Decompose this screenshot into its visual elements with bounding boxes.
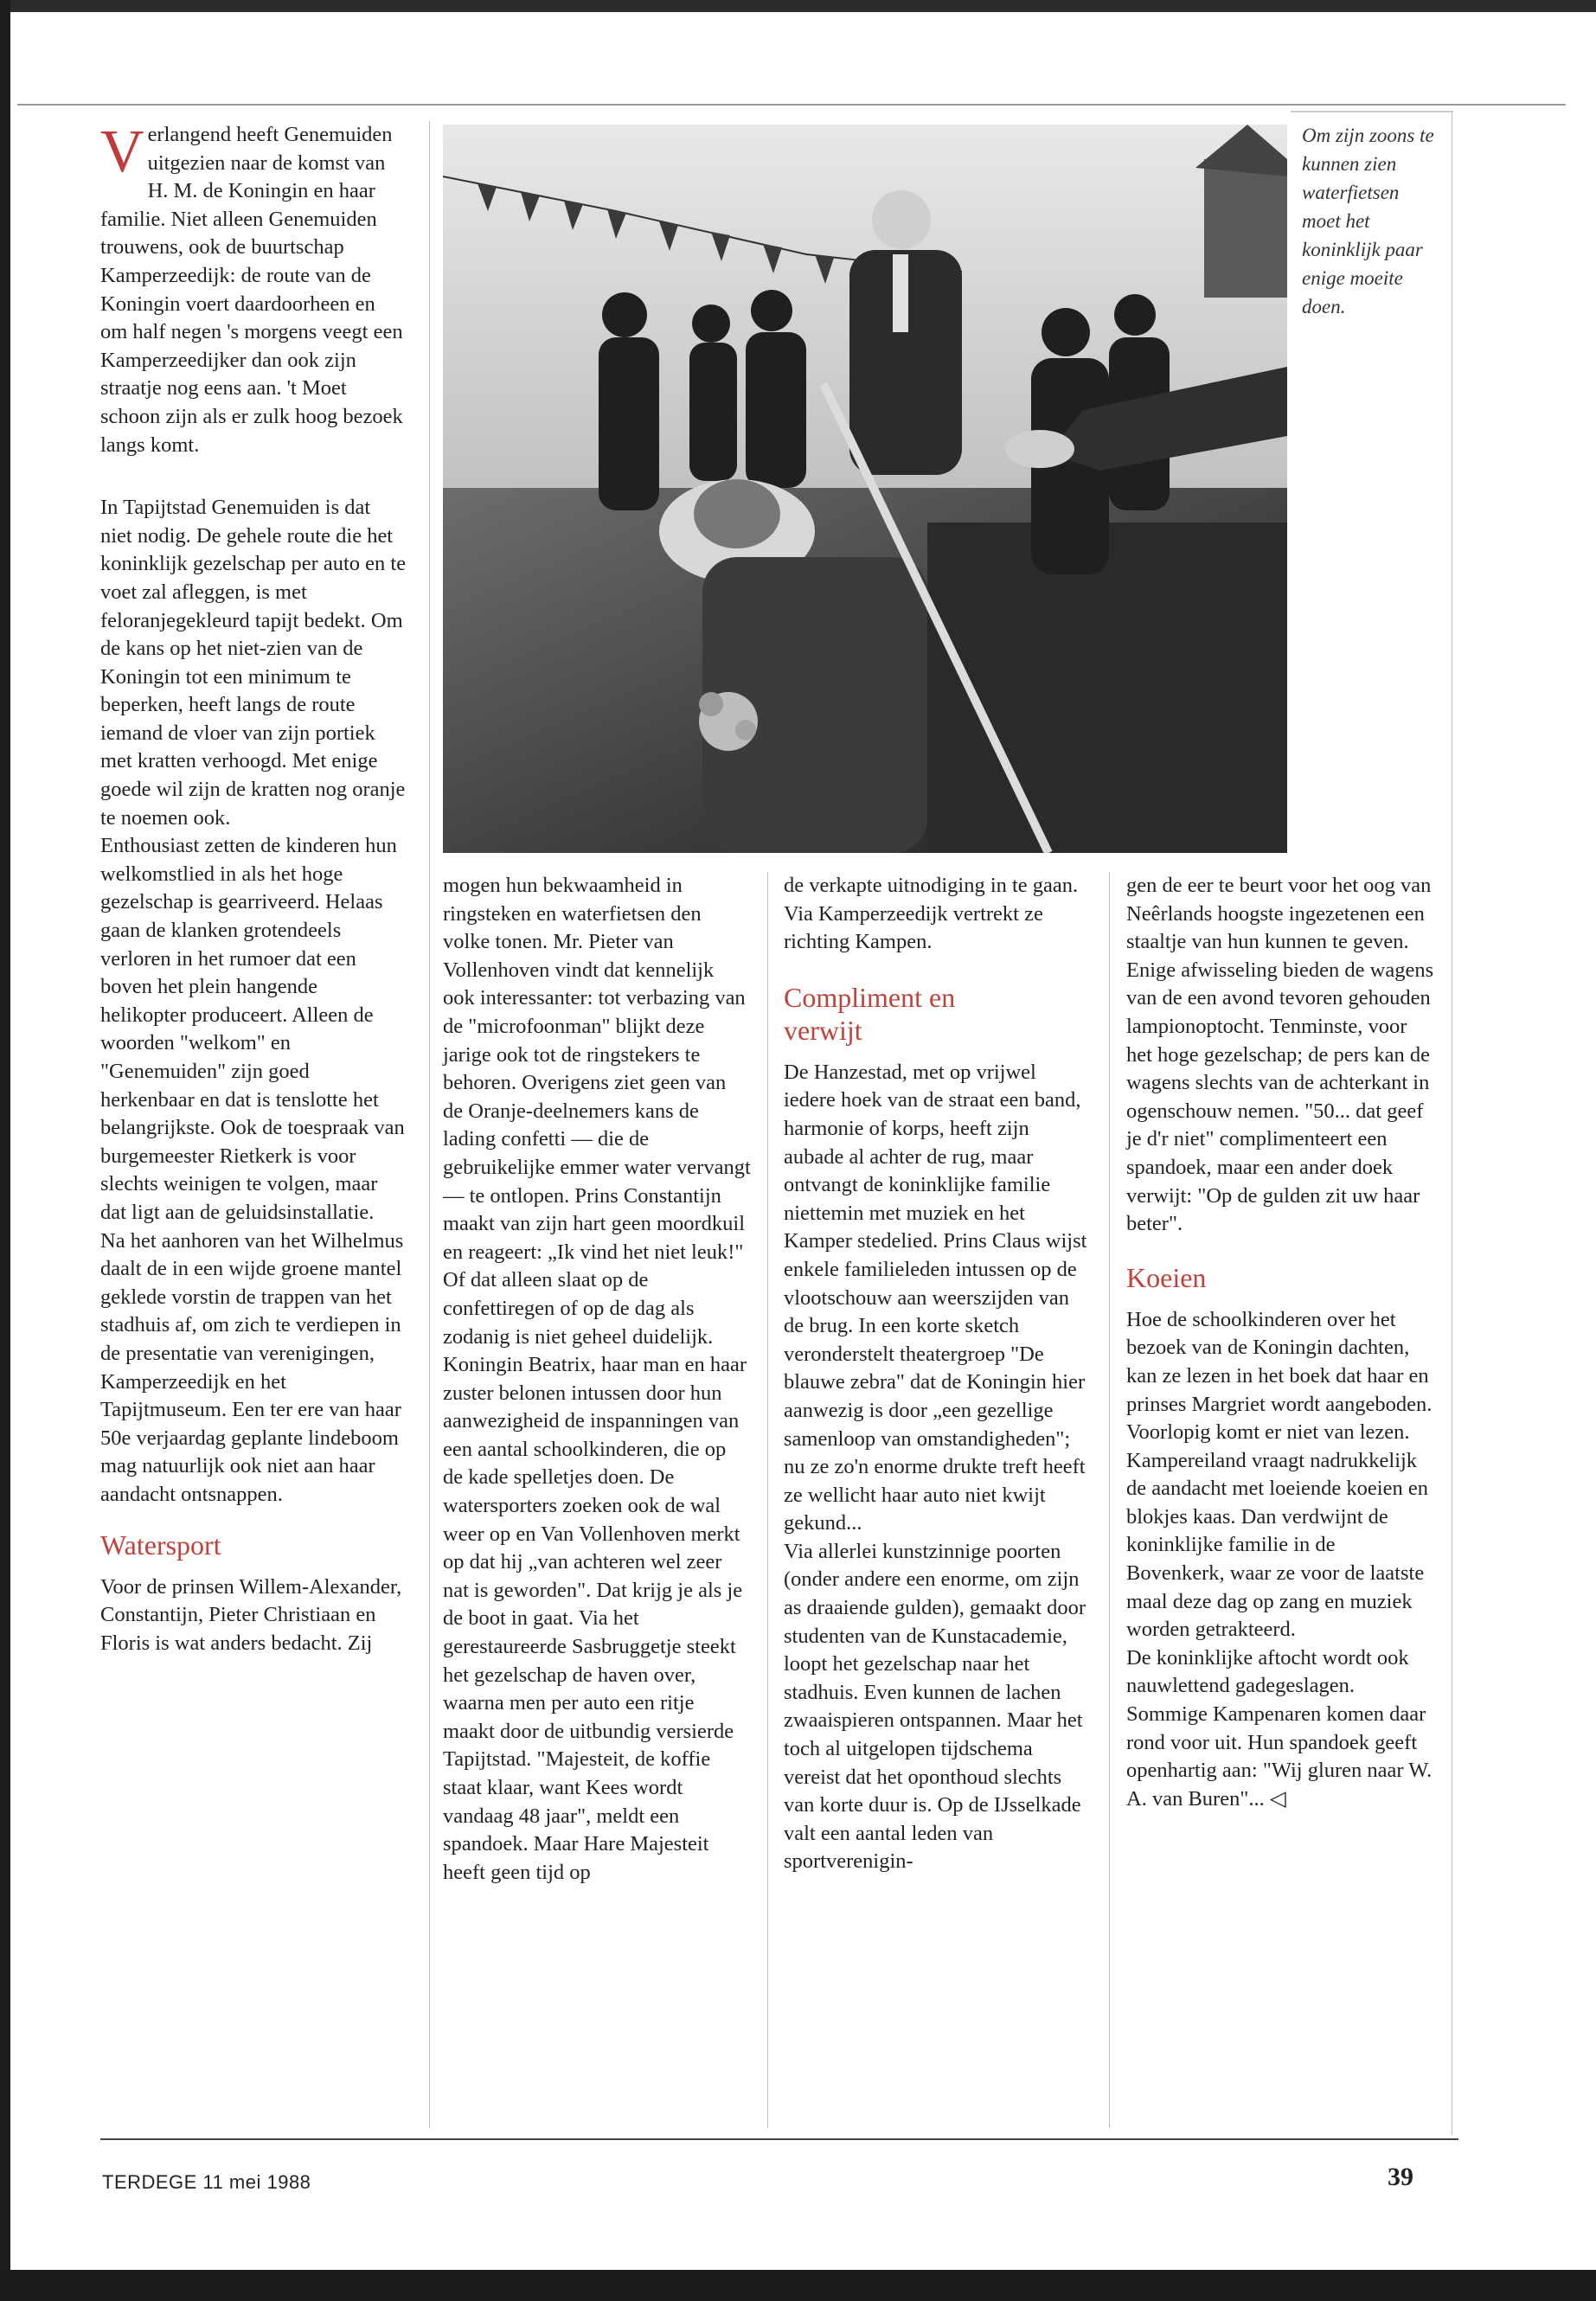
scan-edge-left	[0, 0, 10, 2301]
news-photo	[443, 125, 1287, 853]
article-column-3	[784, 872, 1092, 1876]
column-rule	[429, 121, 430, 2128]
paragraph: Via allerlei kunstzinnige poorten (onder andere een enorme, om zijn as draaiende gulden), gemaakt door studenten van de Kunstacademie, loopt het gezelschap naar het stadhuis. Even kunnen de lachen zwaaispieren ontspannen. Maar het toch al uitgelopen tijdschema vereist dat het oponthoud slechts van korte duur is. Op de IJsselkade valt een aantal leden van sportverenigin-	[784, 1539, 1086, 1874]
paragraph: De koninklijke aftocht wordt ook nauwlettend gadegeslagen. Sommige Kampenaren komen daar rond voor uit. Hun spandoek geeft openhartig aan: "Wij gluren naar W. A. van Buren"... ◁	[1126, 1645, 1433, 1811]
subheading-watersport: Watersport	[100, 1529, 221, 1561]
paragraph: Na het aanhoren van het Wilhelmus daalt de in een wijde groene mantel geklede vorstin de trappen van het stadhuis af, om zich te verdiepen in de presentatie van verenigingen, Kamperzeedijk en het Tapijtmuseum. Een ter ere van haar 50e verjaardag geplante lindeboom mag natuurlijk ook niet aan haar aandacht ontsnappen.	[100, 1228, 404, 1506]
article-column-2	[443, 872, 751, 1887]
scan-edge-left-overlay	[0, 0, 10, 17]
subheading-koeien: Koeien	[1126, 1261, 1207, 1293]
footer-rule	[100, 2138, 1458, 2140]
scan-edge-bottom	[0, 2270, 1596, 2301]
intro-paragraph: Verlangend heeft Genemuiden uitgezien naar de komst van H. M. de Koningin en haar familie. Niet alleen Genemuiden trouwens, ook de buurtschap Kamperzeedijk: de route van de Koningin voert daardoorheen en om half negen 's morgens veegt een Kamperzeedijker dan ook zijn straatje nog eens aan. 't Moet schoon zijn als er zulk hoog bezoek langs komt.	[100, 119, 403, 457]
top-rule	[17, 104, 1566, 106]
paragraph: Koningin Beatrix, haar man en haar zuster belonen intussen door hun aanwezigheid de inspanningen van een aantal schoolkinderen, die op de kade spelletjes doen. De watersporters zoeken ook de wal weer op en Van Vollenhoven merkt op dat hij „van achteren wel zeer nat is geworden". Dat krijg je als je de boot in gaat. Via het gerestaureerde Sasbruggetje steekt het gezelschap de haven over, waarna men per auto een ritje maakt door de uitbundig versierde Tapijtstad. "Majesteit, de koffie staat klaar, want Kees wordt vandaag 48 jaar", meldt een spandoek. Maar Hare Majesteit heeft geen tijd op	[443, 1353, 747, 1884]
paragraph: mogen hun bekwaamheid in ringsteken en waterfietsen den volke tonen. Mr. Pieter van Vollenhoven vindt dat kennelijk ook interessanter: tot verbazing van de "microfoonman" blijkt deze jarige ook tot de ringstekers te behoren. Overigens ziet geen van de Oranje-deelnemers kans de lading confetti — die de gebruikelijke emmer water vervangt — te ontlopen. Prins Constantijn maakt van zijn hart geen moordkuil en reageert: „Ik vind het niet leuk!" Of dat alleen slaat op de confettiregen of op de dag als zodanig is niet geheel duidelijk.	[443, 874, 751, 1349]
paragraph: Voor de prinsen Willem-Alexander, Constantijn, Pieter Christiaan en Floris is wat anders bedacht. Zij	[100, 1574, 402, 1655]
article-column-4	[1126, 872, 1434, 1813]
photo-caption: Om zijn zoons te kunnen zien waterfietsen moet het koninklijk paar enige moeite doen.	[1302, 125, 1434, 317]
article-column-1	[100, 121, 407, 1657]
paragraph: de verkapte uitnodiging in te gaan. Via Kamperzeedijk vertrekt ze richting Kampen.	[784, 874, 1079, 954]
paragraph: Hoe de schoolkinderen over het bezoek van de Koningin dachten, kan ze lezen in het boek dat haar en prinses Margriet wordt aangeboden. Voorlopig komt er niet van lezen. Kampereiland vraagt nadrukkelijk de aandacht met loeiende koeien en blokjes kaas. Dan verdwijnt de koninklijke familie in de Bovenkerk, waar ze voor de laatste maal deze dag op zang en muziek worden getrakteerd.	[1126, 1307, 1433, 1642]
scan-edge-top	[0, 0, 1596, 12]
publication-line: TERDEGE 11 mei 1988	[102, 2171, 311, 2193]
paragraph: In Tapijtstad Genemuiden is dat niet nodig. De gehele route die het koninklijk gezelschap per auto en te voet zal afleggen, is met feloranjegekleurd tapijt bedekt. Om de kans op het niet-zien van de Koningin tot een minimum te beperken, heeft langs de route iemand de vloer van zijn portiek met kratten verhoogd. Met enige goede wil zijn de kratten nog oranje te noemen ook.	[100, 496, 407, 830]
column-rule	[1109, 872, 1110, 2128]
drop-cap: V	[100, 119, 144, 185]
paragraph: De Hanzestad, met op vrijwel iedere hoek van de straat een band, harmonie of korps, heeft zijn aubade al achter de rug, maar ontvangt de koninklijke familie niettemin met muziek en het Kamper stedelied. Prins Claus wijst enkele familieleden intussen op de vlootschouw aan weerszijden van de brug. In een korte sketch veronderstelt theatergroep "De blauwe zebra" dat de Koningin hier aanwezig is door „een gezellige samenloop van omstandigheden"; nu ze zo'n enorme drukte treft heeft ze wellicht haar auto niet kwijt gekund...	[784, 1060, 1087, 1535]
page-number: 39	[1388, 2163, 1413, 2191]
caption-rule	[1291, 111, 1453, 112]
paragraph: gen de eer te beurt voor het oog van Neêrlands hoogste ingezetenen een staaltje van hun kunnen te geven. Enige afwisseling bieden de wagens van de een avond tevoren gehouden lampionoptocht. Tenminste, voor het hoge gezelschap; de pers kan de wagens slechts van de achterkant in ogenschouw nemen. "50... dat geef je d'r niet" complimenteert een spandoek, maar een ander doek verwijt: "Op de gulden zit uw haar beter".	[1126, 874, 1434, 1236]
paragraph: Enthousiast zetten de kinderen hun welkomstlied in als het hoge gezelschap is gearriveerd. Helaas gaan de klanken grotendeels verloren in het rumoer dat een boven het plein hangende helikopter produceert. Alleen de woorden "welkom" en "Genemuiden" zijn goed herkenbaar en dat is tenslotte het belangrijkste. Ook de toespraak van burgemeester Rietkerk is voor slechts weinigen te volgen, maar dat ligt aan de geluidsinstallatie.	[100, 834, 405, 1224]
column-rule	[767, 872, 768, 2128]
subheading-compliment-en-verwijt: Compliment en verwijt	[784, 981, 956, 1046]
